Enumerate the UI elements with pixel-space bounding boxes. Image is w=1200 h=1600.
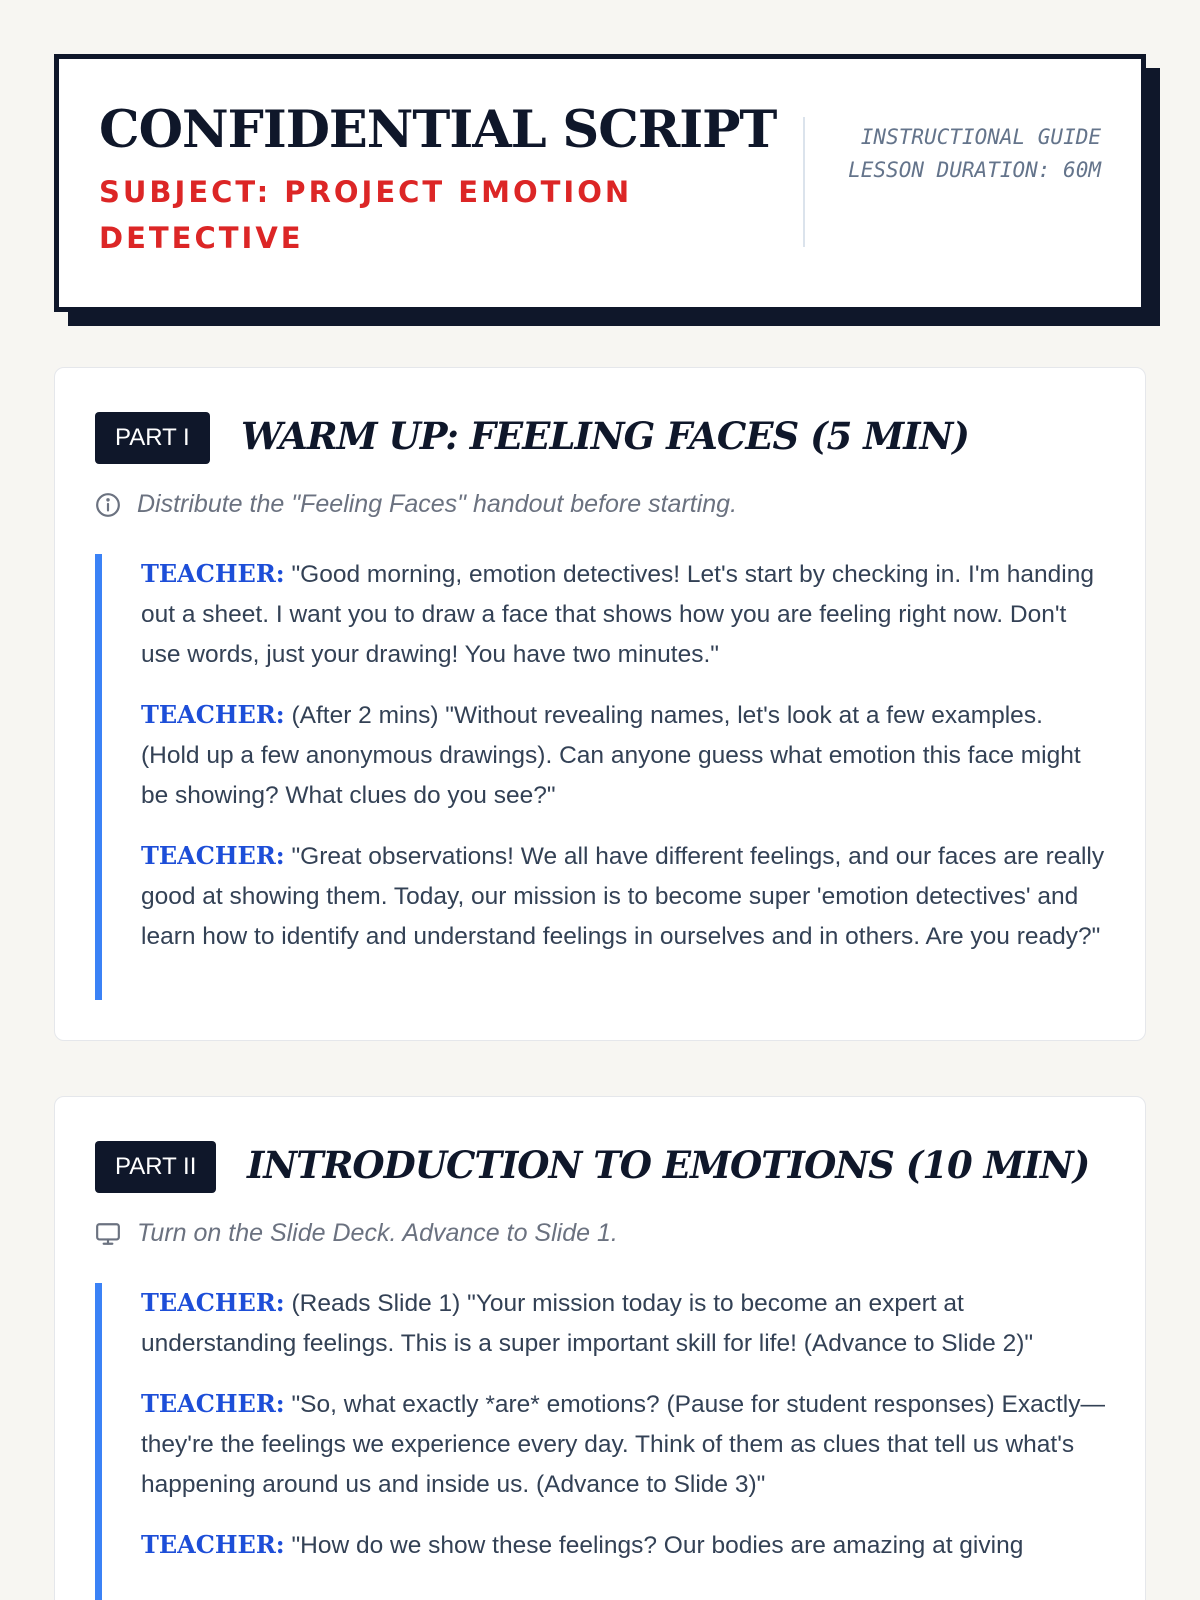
- speaker-label: TEACHER:: [141, 700, 285, 729]
- dialogue-block: [95, 1283, 1105, 1600]
- monitor-icon: [95, 1221, 121, 1247]
- dialogue-text: "Good morning, emotion detectives! Let's start by checking in. I'm handing out a sheet. I want you to draw a face that shows how you are feeling right now. Don't use words, just your drawing! You have two minutes.": [141, 561, 1094, 668]
- section-title: INTRODUCTION TO EMOTIONS (10 MIN): [247, 1143, 1090, 1187]
- dialogue-line: [141, 1283, 1105, 1364]
- info-icon: [95, 492, 121, 518]
- dialogue-line: [141, 695, 1105, 816]
- section-title: WARM UP: FEELING FACES (5 MIN): [241, 414, 969, 458]
- dialogue-accent-bar: [95, 1283, 102, 1600]
- dialogue-line: [141, 554, 1105, 675]
- section-header: [95, 1137, 1125, 1193]
- dialogue-block: [95, 554, 1105, 1000]
- speaker-label: TEACHER:: [141, 1530, 285, 1559]
- speaker-label: TEACHER:: [141, 841, 285, 870]
- speaker-label: TEACHER:: [141, 1288, 285, 1317]
- document-title: CONFIDENTIAL SCRIPT: [99, 100, 777, 160]
- document-subject: SUBJECT: PROJECT EMOTION DETECTIVE: [99, 175, 633, 255]
- note-text: Turn on the Slide Deck. Advance to Slide 1.: [137, 1219, 618, 1247]
- header-title-block: [99, 99, 799, 261]
- meta-guide-label: INSTRUCTIONAL GUIDE: [860, 125, 1101, 149]
- dialogue-text: (After 2 mins) "Without revealing names, let's look at a few examples. (Hold up a few anonymous drawings). Can anyone guess what emotion this face might be showing? What clues do you see?": [141, 702, 1081, 809]
- dialogue-line: [141, 836, 1105, 957]
- dialogue-text: "How do we show these feelings? Our bodies are amazing at giving: [291, 1532, 1024, 1559]
- dialogue-text: "Great observations! We all have different feelings, and our faces are really good at showing them. Today, our mission is to become super 'emotion detectives' and learn how to identify and understand feelings in ourselves and in others. Are you ready?": [141, 843, 1105, 950]
- dialogue-text: "So, what exactly *are* emotions? (Pause for student responses) Exactly—they're the feelings we experience every day. Think of them as clues that tell us what's happening around us and inside us. (Advance to Slide 3)": [141, 1391, 1105, 1498]
- section-part-1: [54, 367, 1146, 1041]
- dialogue-accent-bar: [95, 554, 102, 1000]
- stage-direction-note: [95, 487, 1105, 521]
- part-badge: PART II: [95, 1141, 216, 1193]
- header-card: [54, 54, 1146, 312]
- stage-direction-note: [95, 1216, 1105, 1250]
- section-part-2: [54, 1096, 1146, 1600]
- header-meta: [821, 121, 1101, 187]
- header-divider: [803, 117, 805, 247]
- dialogue-text: (Reads Slide 1) "Your mission today is to become an expert at understanding feelings. This is a super important skill for life! (Advance to Slide 2)": [141, 1290, 1034, 1357]
- dialogue-line: [141, 1384, 1105, 1505]
- speaker-label: TEACHER:: [141, 559, 285, 588]
- meta-duration-label: LESSON DURATION: 60M: [848, 158, 1101, 182]
- speaker-label: TEACHER:: [141, 1389, 285, 1418]
- section-header: [95, 408, 1125, 464]
- dialogue-line: [141, 1525, 1105, 1566]
- part-badge: PART I: [95, 412, 210, 464]
- note-text: Distribute the "Feeling Faces" handout before starting.: [137, 490, 738, 518]
